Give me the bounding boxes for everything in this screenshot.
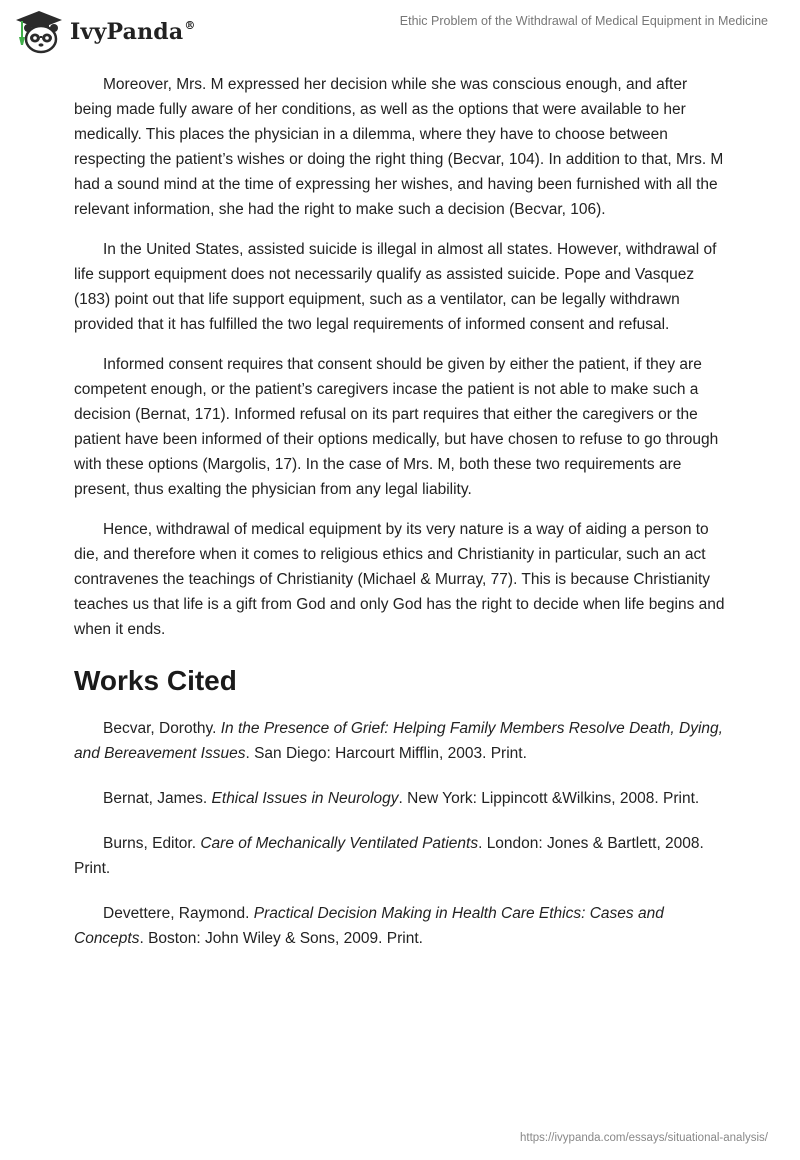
citation-publication: . San Diego: Harcourt Mifflin, 2003. Print.: [245, 745, 527, 762]
page-header: [0, 0, 800, 70]
body-paragraph: Informed consent requires that consent should be given by either the patient, if they are competent enough, or the patient’s caregivers incase the patient is not able to make such a decision (Bernat, 171). Informed refusal on its part requires that either the caregivers or the patient have been informed of their options medically, but have chosen to refuse to go through with these options (Margolis, 17). In the case of Mrs. M, both these two requirements are present, thus exalting the physician from any legal liability.: [74, 356, 719, 498]
registered-mark: ®: [184, 19, 196, 32]
citation-author: Burns, Editor.: [103, 835, 201, 852]
citation-title: In the Presence of Grief: Helping Family Members Resolve Death, Dying, and Bereavement Issues: [74, 720, 723, 762]
citation-title: Practical Decision Making in Health Care Ethics: Cases and Concepts: [74, 905, 664, 947]
ivypanda-logo[interactable]: [14, 8, 196, 56]
source-url[interactable]: https://ivypanda.com/essays/situational-analysis/: [519, 1132, 768, 1144]
body-paragraph: Hence, withdrawal of medical equipment by its very nature is a way of aiding a person to die, and therefore when it comes to religious ethics and Christianity in particular, such an act contravenes the teachings of Christianity (Michael & Murray, 77). This is because Christianity teaches us that life is a gift from God and only God has the right to decide when life begins and when it ends.: [74, 521, 725, 638]
body-paragraph: Moreover, Mrs. M expressed her decision while she was conscious enough, and after being made fully aware of her conditions, as well as the options that were available to her medically. This places the physician in a dilemma, where they have to choose between respecting the patient’s wishes or doing the right thing (Becvar, 104). In addition to that, Mrs. M had a sound mind at the time of expressing her wishes, and having been furnished with all the relevant information, she had the right to make such a decision (Becvar, 106).: [74, 76, 724, 218]
brand-name: IvyPanda®: [70, 19, 196, 45]
citation-publication: . New York: Lippincott &Wilkins, 2008. Print.: [398, 790, 700, 807]
citation-publication: . London: Jones & Bartlett, 2008. Print.: [74, 835, 704, 877]
citation-title: Ethical Issues in Neurology: [211, 790, 399, 807]
citation-title: Care of Mechanically Ventilated Patients: [200, 835, 479, 852]
citation-author: Bernat, James.: [103, 790, 212, 807]
citation-entry: [74, 786, 728, 811]
citation-entry: [74, 901, 728, 951]
body-paragraph: In the United States, assisted suicide is illegal in almost all states. However, withdrawal of life support equipment does not necessarily qualify as assisted suicide. Pope and Vasquez (183) point out that life support equipment, such as a ventilator, can be legally withdrawn provided that it has fulfilled the two legal requirements of informed consent and refusal.: [74, 241, 717, 333]
citation-publication: . Boston: John Wiley & Sons, 2009. Print.: [139, 930, 423, 947]
citation-author: Becvar, Dorothy.: [103, 720, 221, 737]
citation-author: Devettere, Raymond.: [103, 905, 254, 922]
citation-entry: [74, 716, 728, 766]
citation-entry: [74, 831, 728, 881]
works-cited-heading: Works Cited: [74, 665, 237, 696]
essay-content: [74, 72, 728, 971]
document-title: Ethic Problem of the Withdrawal of Medical Equipment in Medicine: [399, 14, 768, 28]
panda-graduate-icon: [14, 9, 64, 55]
